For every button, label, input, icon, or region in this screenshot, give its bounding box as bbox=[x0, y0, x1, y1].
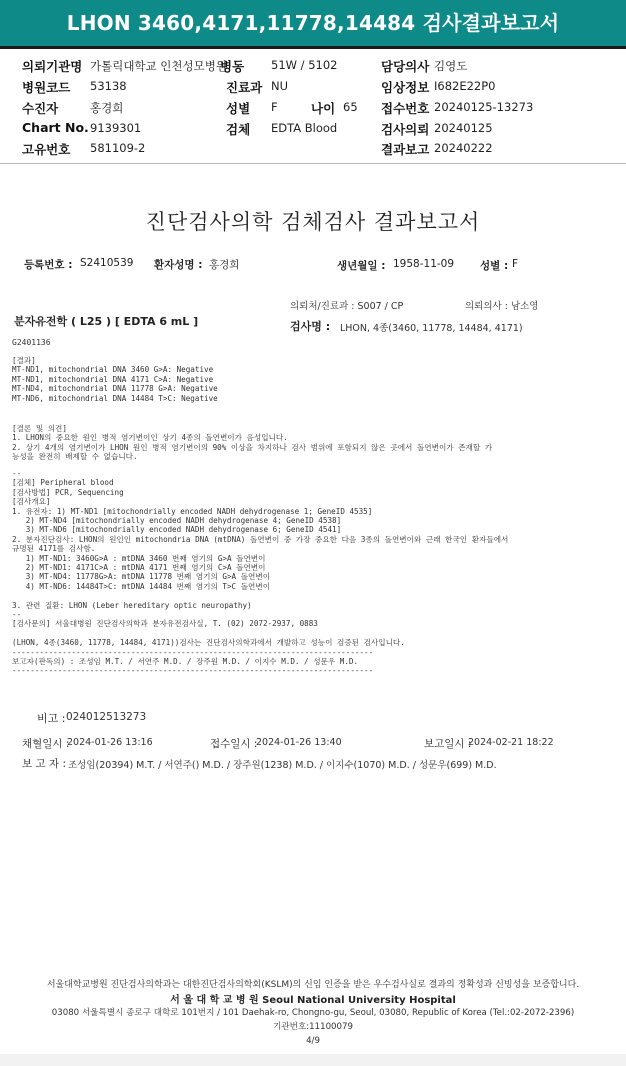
meta-divider bbox=[0, 163, 626, 164]
remarks-value: 024012513273 bbox=[66, 711, 147, 723]
report-time-label: 보고일시 : bbox=[424, 738, 472, 750]
method-line: 보고자(판독의) : 조성임 M.T. / 서연주 M.D. / 장주원 M.D. / 이지수 M.D. / 성문우 M.D. bbox=[12, 657, 359, 666]
method-line: 1) MT-ND1: 3460G>A : mtDNA 3460 번째 염기의 G>A 돌연변이 bbox=[12, 553, 266, 563]
method-line: ------------------------------------------------------------------------------- bbox=[12, 647, 374, 657]
method-line: [검사문의] 서울대병원 진단검사의학과 분자유전검사실, T. (02) 2072-2937, 0883 bbox=[12, 619, 318, 629]
method-line: (LHON, 4종(3460, 11778, 14484, 4171))검사는 진단검사의학과에서 개발하고 성능이 검증된 검사입니다. bbox=[12, 638, 405, 648]
chart-no-value: 9139301 bbox=[90, 121, 142, 135]
ward-value: 51W / 5102 bbox=[271, 58, 338, 72]
result-date-value: 20240222 bbox=[434, 141, 493, 155]
referral-doctor: 의뢰의사 : 남소영 bbox=[465, 301, 539, 312]
dept-value: NU bbox=[271, 79, 289, 93]
collect-label: 채혈일시 : bbox=[22, 738, 70, 750]
birth-label: 생년월일 : bbox=[337, 260, 386, 272]
method-line: [검사개요] bbox=[12, 497, 51, 507]
method-line: [검사방법] PCR, Sequencing bbox=[12, 487, 124, 497]
method-line: -- bbox=[12, 610, 22, 619]
hospital-code-value: 53138 bbox=[90, 79, 127, 93]
sex-label: 성별 bbox=[226, 101, 251, 116]
result-date-label: 결과보고 bbox=[381, 142, 430, 157]
receipt-time-value: 2024-01-26 13:40 bbox=[256, 737, 342, 748]
institution-label: 의뢰기관명 bbox=[22, 59, 83, 74]
receipt-time-label: 접수일시 : bbox=[210, 738, 258, 750]
report-time-value: 2024-02-21 18:22 bbox=[468, 737, 554, 748]
result-line: [결과] bbox=[12, 356, 36, 365]
test-name-label: 검사명 : bbox=[290, 320, 331, 333]
patient-name-label: 환자성명 : bbox=[154, 259, 203, 271]
method-line: -- bbox=[12, 469, 22, 478]
conclusion-line: 능성을 완전히 배제할 수 없습니다. bbox=[12, 452, 138, 462]
clinical-info-value: I682E22P0 bbox=[434, 79, 496, 93]
patient-name-value: 홍경희 bbox=[209, 259, 240, 271]
request-date-value: 20240125 bbox=[434, 121, 493, 135]
page-number: 4/9 bbox=[306, 1036, 320, 1046]
specimen-value: EDTA Blood bbox=[271, 121, 338, 135]
test-name-value: LHON, 4종(3460, 11778, 14484, 4171) bbox=[340, 323, 523, 334]
specimen-id: G2401136 bbox=[12, 338, 51, 347]
method-line: [검체] Peripheral blood bbox=[12, 478, 114, 488]
method-line: 1. 유전자: 1) MT-ND1 [mitochondrially encoded NADH dehydrogenase 1; GeneID 4535] bbox=[12, 506, 373, 516]
physician-label: 담당의사 bbox=[381, 59, 430, 74]
result-line: MT-ND6, mitochondrial DNA 14484 T>C: Negative bbox=[12, 393, 218, 403]
dept-label: 진료과 bbox=[226, 80, 263, 95]
footer-certification: 서울대학교병원 진단검사의학과는 대한진단검사의학회(KSLM)의 신임 인증을 받은 우수검사실로 결과의 정확성과 신빙성을 보증합니다. bbox=[46, 980, 580, 990]
reg-no-label: 등록번호 : bbox=[24, 259, 73, 271]
receipt-no-label: 접수번호 bbox=[381, 101, 430, 116]
result-line: MT-ND1, mitochondrial DNA 4171 C>A: Negative bbox=[12, 374, 214, 384]
reporters-value: 조성임(20394) M.T. / 서연주() M.D. / 장주원(1238) M.D. / 이지수(1070) M.D. / 성문우(699) M.D. bbox=[68, 760, 497, 771]
report-title: 진단검사의학 검체검사 결과보고서 bbox=[145, 210, 481, 234]
collect-value: 2024-01-26 13:16 bbox=[67, 737, 153, 748]
ward-label: 병동 bbox=[220, 59, 245, 74]
request-date-label: 검사의뢰 bbox=[381, 122, 430, 137]
unique-no-value: 581109-2 bbox=[90, 141, 146, 155]
bottom-band bbox=[0, 1054, 626, 1066]
remarks-label: 비고 : bbox=[37, 712, 66, 725]
sex-value: F bbox=[271, 100, 278, 114]
referral-dept: 의뢰처/진료과 : S007 / CP bbox=[290, 301, 404, 312]
age-value: 65 bbox=[343, 100, 358, 114]
method-line: 3) MT-ND4: 11778G>A: mtDNA 11778 번째 염기의 G>A 돌연변이 bbox=[12, 572, 271, 582]
subject-value: 홍경희 bbox=[90, 101, 124, 115]
hospital-code-label: 병원코드 bbox=[22, 80, 71, 95]
chart-no-label: Chart No. bbox=[22, 120, 89, 135]
method-line: 3. 관련 질환: LHON (Leber hereditary optic neuropathy) bbox=[12, 600, 252, 610]
reporters-label: 보 고 자 : bbox=[22, 758, 66, 770]
unique-no-label: 고유번호 bbox=[22, 142, 71, 157]
report-header-title: LHON 3460,4171,11778,14484 검사결과보고서 bbox=[66, 11, 560, 35]
reg-no-value: S2410539 bbox=[80, 257, 134, 269]
method-line: 2. 분자진단검사: LHON의 원인인 mitochondria DNA (mtDNA) 돌연변이 중 가장 중요한 다음 3종의 돌연변이와 근래 한국인 환자들에서 bbox=[12, 534, 509, 544]
patient-sex-value: F bbox=[512, 258, 519, 270]
method-line: 규명된 4171를 검사함. bbox=[12, 544, 96, 554]
method-line: 2) MT-ND4 [mitochondrially encoded NADH dehydrogenase 4; GeneID 4538] bbox=[12, 516, 342, 525]
footer-address: 03080 서울특별시 종로구 대학로 101번지 / 101 Daehak-ro, Chongno-gu, Seoul, 03080, Republic of Korea (Tel.:02-2072-2396) bbox=[51, 1008, 575, 1018]
method-line: 4) MT-ND6: 14484T>C: mtDNA 14484 번째 염기의 T>C 돌연변이 bbox=[12, 581, 271, 591]
header-divider bbox=[0, 46, 626, 49]
result-line: MT-ND4, mitochondrial DNA 11778 G>A: Negative bbox=[12, 384, 218, 394]
conclusion-line: [결론 및 의견] bbox=[12, 424, 67, 433]
receipt-no-value: 20240125-13273 bbox=[434, 100, 534, 114]
physician-value: 김영도 bbox=[434, 59, 468, 73]
footer-institution-code: 기관번호:11100079 bbox=[273, 1022, 353, 1032]
method-line: ------------------------------------------------------------------------------- bbox=[12, 666, 374, 676]
patient-sex-label: 성별 : bbox=[480, 260, 509, 272]
institution-value: 가톨릭대학교 인천성모병원 bbox=[90, 59, 227, 73]
subject-label: 수진자 bbox=[22, 101, 59, 116]
section-title: 분자유전학 ( L25 ) [ EDTA 6 mL ] bbox=[14, 315, 199, 328]
footer-hospital-name: 서 울 대 학 교 병 원 Seoul National University Hospital bbox=[170, 995, 456, 1006]
birth-value: 1958-11-09 bbox=[393, 258, 455, 270]
specimen-label: 검체 bbox=[226, 122, 251, 137]
age-label: 나이 bbox=[311, 101, 336, 116]
method-line: 3) MT-ND6 [mitochondrially encoded NADH dehydrogenase 6; GeneID 4541] bbox=[12, 525, 342, 535]
method-line: 2) MT-ND1: 4171C>A : mtDNA 4171 번째 염기의 C>A 돌연변이 bbox=[12, 563, 266, 572]
conclusion-line: 2. 상기 4개의 염기변이가 LHON 원인 병적 염기변이의 90% 이상을 차지하나 검사 범위에 포함되지 않은 곳에서 돌연변이가 존재할 가 bbox=[12, 442, 493, 452]
conclusion-line: 1. LHON의 중요한 원인 병적 염기변이인 상기 4종의 돌연변이가 음성입니다. bbox=[12, 433, 288, 443]
clinical-info-label: 임상정보 bbox=[381, 80, 430, 95]
result-line: MT-ND1, mitochondrial DNA 3460 G>A: Negative bbox=[12, 365, 214, 375]
